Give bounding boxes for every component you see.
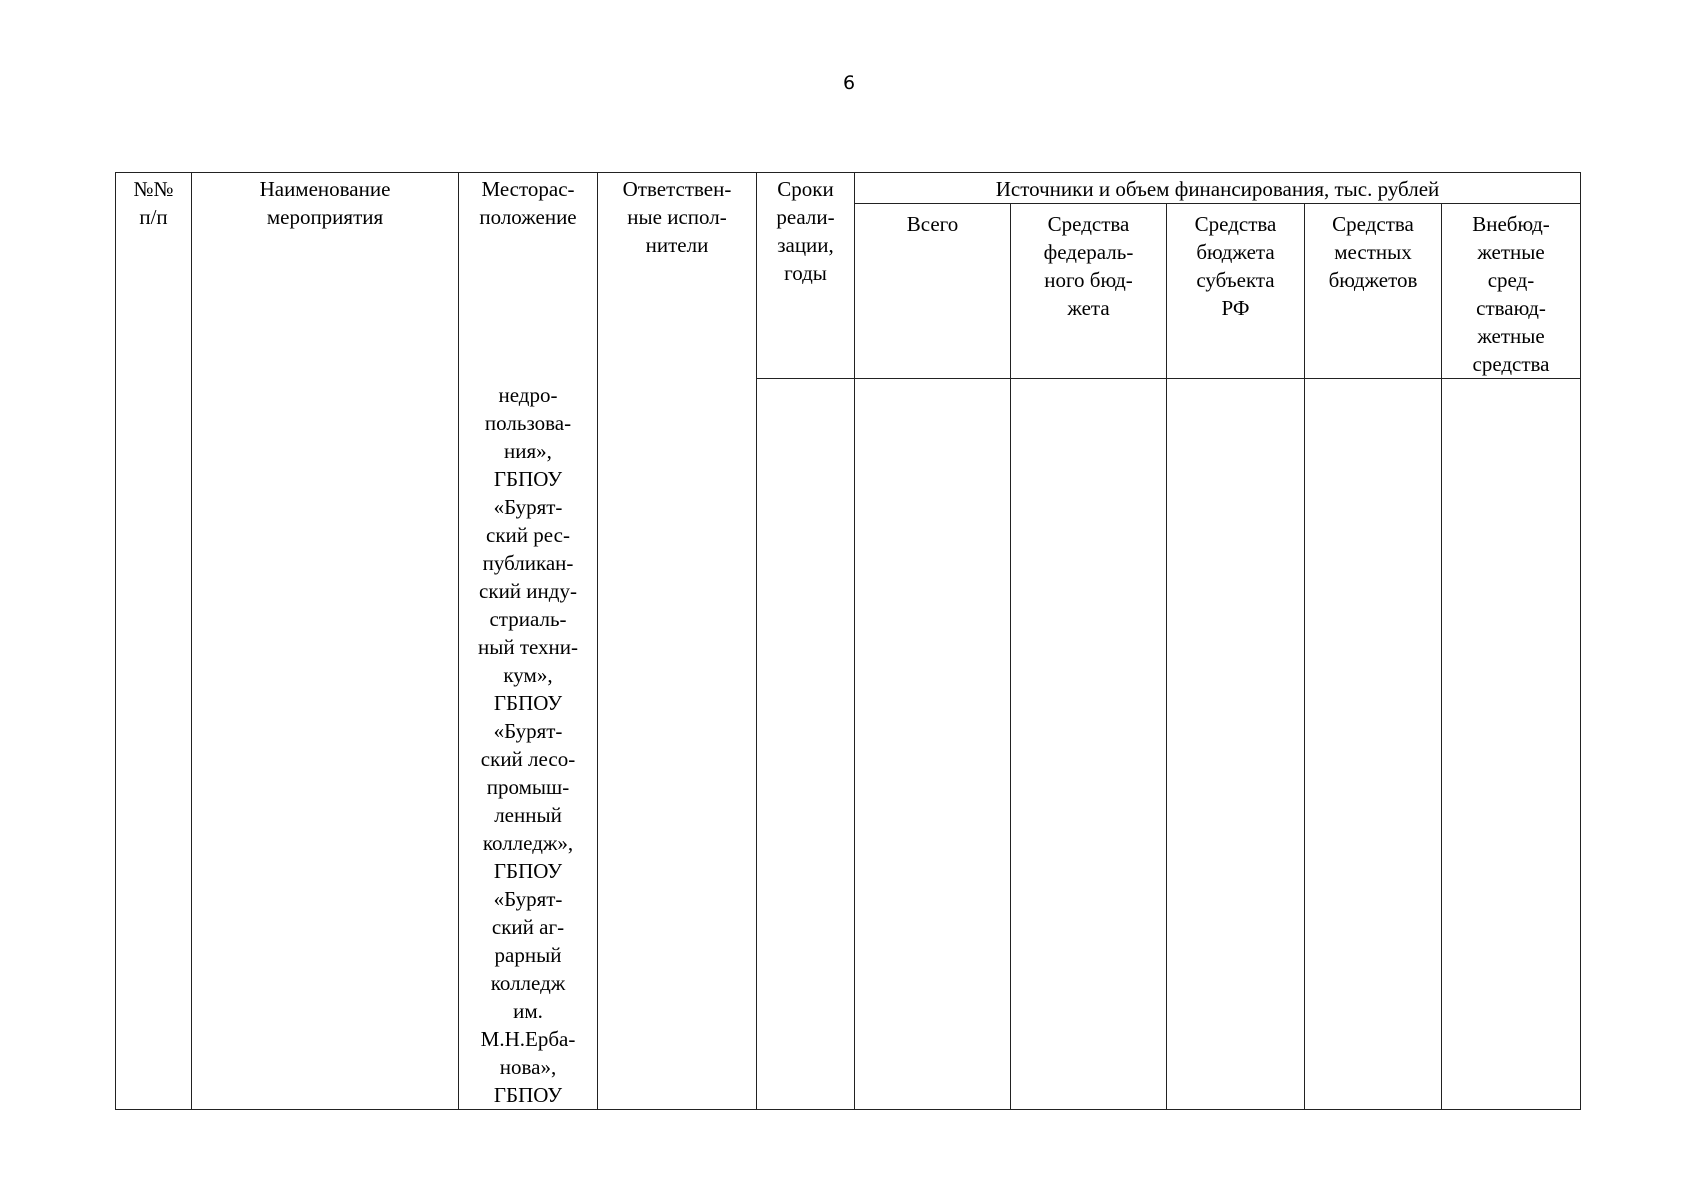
header-row-1 xyxy=(116,173,1581,204)
header-extrabudget: Внебюд- жетные сред- стваюд- жетные средства xyxy=(1442,204,1581,379)
cell-terms xyxy=(757,379,855,1110)
cell-federal xyxy=(1011,379,1167,1110)
funding-table xyxy=(115,172,1581,1110)
header-funding-group: Источники и объем финансирования, тыс. рублей xyxy=(855,173,1581,204)
header-name: Наименование мероприятия xyxy=(192,173,459,379)
cell-location: недро- пользова- ния», ГБПОУ «Бурят- ский рес- публикан- ский инду- стриаль- ный техни- кум», ГБПОУ «Бурят- ский лесо- промыш- ленный колледж», ГБПОУ «Бурят- ский аг- рарный колледж им. М.Н.Ерба- нова», ГБПОУ xyxy=(459,379,598,1110)
header-total: Всего xyxy=(855,204,1011,379)
header-location: Месторас- положение xyxy=(459,173,598,379)
header-num: №№ п/п xyxy=(116,173,192,379)
header-terms: Сроки реали- зации, годы xyxy=(757,173,855,379)
cell-total xyxy=(855,379,1011,1110)
cell-regional xyxy=(1167,379,1305,1110)
cell-num xyxy=(116,379,192,1110)
header-regional: Средства бюджета субъекта РФ xyxy=(1167,204,1305,379)
cell-local xyxy=(1305,379,1442,1110)
page-number: 6 xyxy=(842,72,856,94)
table-row xyxy=(116,379,1581,1110)
cell-extrabudget xyxy=(1442,379,1581,1110)
cell-name xyxy=(192,379,459,1110)
header-responsible: Ответствен- ные испол- нители xyxy=(598,173,757,379)
header-local: Средства местных бюджетов xyxy=(1305,204,1442,379)
header-federal: Средства федераль- ного бюд- жета xyxy=(1011,204,1167,379)
cell-responsible xyxy=(598,379,757,1110)
